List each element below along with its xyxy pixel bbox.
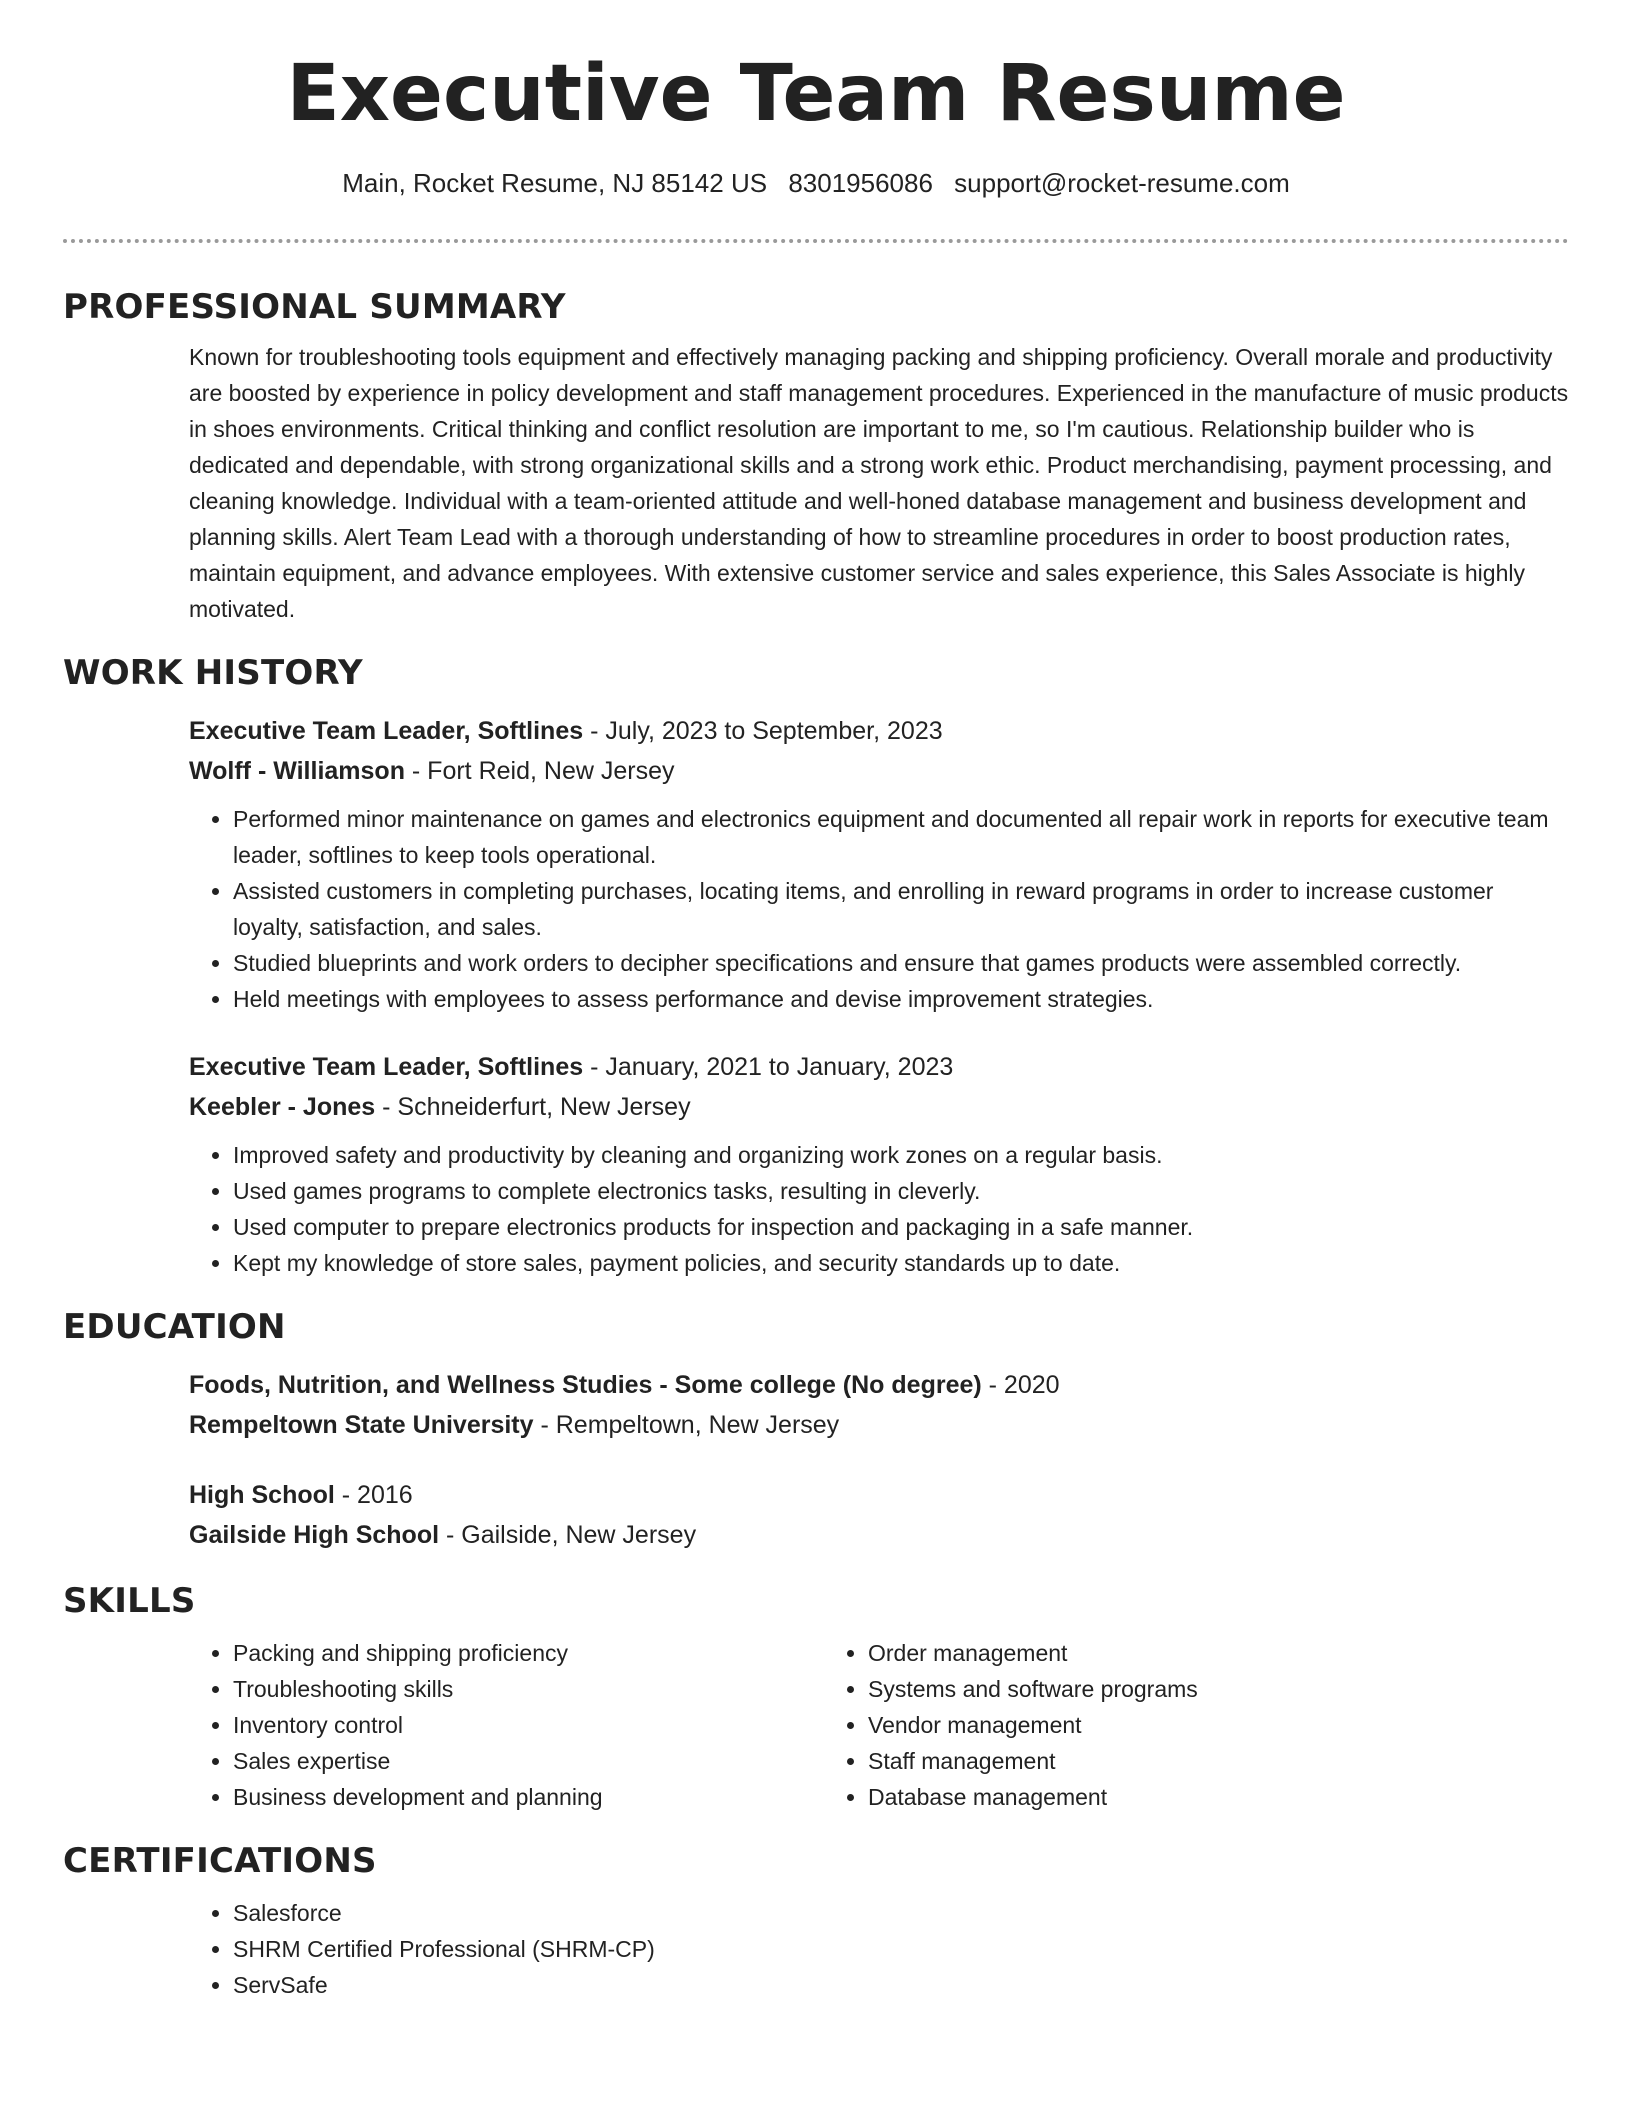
job-bullets xyxy=(189,1137,1569,1281)
job-company-line xyxy=(189,751,1569,791)
skill-item: • Packing and shipping proficiency xyxy=(233,1635,824,1671)
skills-heading: SKILLS xyxy=(63,1580,196,1621)
skill-item: • Troubleshooting skills xyxy=(233,1671,824,1707)
certification-item: • SHRM Certified Professional (SHRM-CP) xyxy=(233,1931,1569,1967)
resume-name: Executive Team Resume xyxy=(286,49,1346,139)
job-dates: - July, 2023 to September, 2023 xyxy=(583,716,943,745)
education-year: - 2020 xyxy=(981,1370,1060,1399)
job-bullet: • Used computer to prepare electronics products for inspection and packaging in a safe manner. xyxy=(233,1209,1569,1245)
skills-column-left xyxy=(189,1635,824,1815)
education-degree-line xyxy=(189,1475,1569,1515)
work-history-heading: WORK HISTORY xyxy=(63,652,363,693)
education-location: - Rempeltown, New Jersey xyxy=(533,1410,840,1439)
job-dates: - January, 2021 to January, 2023 xyxy=(583,1052,954,1081)
education-school-line xyxy=(189,1405,1569,1445)
skill-item: • Vendor management xyxy=(868,1707,1459,1743)
job-title-line xyxy=(189,1047,1569,1087)
skill-item: • Database management xyxy=(868,1779,1459,1815)
skill-item: • Business development and planning xyxy=(233,1779,824,1815)
certification-item: • Salesforce xyxy=(233,1895,1569,1931)
education-year: - 2016 xyxy=(334,1480,413,1509)
education-school: Gailside High School xyxy=(189,1520,440,1549)
job-entry xyxy=(189,1047,1569,1127)
job-entry xyxy=(189,711,1569,791)
skills-grid xyxy=(189,1635,1569,1815)
job-bullet: • Held meetings with employees to assess performance and devise improvement strategies. xyxy=(233,981,1569,1017)
job-bullet: • Used games programs to complete electronics tasks, resulting in cleverly. xyxy=(233,1173,1569,1209)
education-entry xyxy=(189,1475,1569,1555)
job-bullets xyxy=(189,801,1569,1017)
education-location: - Gailside, New Jersey xyxy=(439,1520,697,1549)
job-title: Executive Team Leader, Softlines xyxy=(189,1052,584,1081)
education-school-line xyxy=(189,1515,1569,1555)
education-degree: High School xyxy=(189,1480,335,1509)
certification-item: • ServSafe xyxy=(233,1967,1569,2003)
job-bullet: • Kept my knowledge of store sales, payment policies, and security standards up to date. xyxy=(233,1245,1569,1281)
certifications-heading: CERTIFICATIONS xyxy=(63,1840,377,1881)
job-title-line xyxy=(189,711,1569,751)
job-location: - Schneiderfurt, New Jersey xyxy=(375,1092,691,1121)
education-heading: EDUCATION xyxy=(63,1306,286,1347)
job-location: - Fort Reid, New Jersey xyxy=(404,756,675,785)
education-degree: Foods, Nutrition, and Wellness Studies - Some college (No degree) xyxy=(189,1370,982,1399)
header-divider xyxy=(63,239,1569,243)
contact-email: support@rocket-resume.com xyxy=(954,167,1290,198)
skill-item: • Inventory control xyxy=(233,1707,824,1743)
job-company: Keebler - Jones xyxy=(189,1092,376,1121)
skill-item: • Sales expertise xyxy=(233,1743,824,1779)
certifications-list xyxy=(189,1895,1569,2003)
summary-text: Known for troubleshooting tools equipment and effectively managing packing and shipping proficiency. Overall morale and productivity are boosted by experience in policy development and staff management procedures. Experienced in the manufacture of music products in shoes environments. Critical thinking and conflict resolution are important to me, so I'm cautious. Relationship builder who is dedicated and dependable, with strong organizational skills and a strong work ethic. Product merchandising, payment processing, and cleaning knowledge. Individual with a team-oriented attitude and well-honed database management and business development and planning skills. Alert Team Lead with a thorough understanding of how to streamline procedures in order to boost production rates, maintain equipment, and advance employees. With extensive customer service and sales experience, this Sales Associate is highly motivated. xyxy=(189,343,1569,622)
education-entry xyxy=(189,1365,1569,1445)
contact-line xyxy=(63,168,1569,199)
education-degree-line xyxy=(189,1365,1569,1405)
job-company-line xyxy=(189,1087,1569,1127)
skills-column-right xyxy=(824,1635,1459,1815)
education-school: Rempeltown State University xyxy=(189,1410,534,1439)
skill-item: • Systems and software programs xyxy=(868,1671,1459,1707)
job-bullet: • Studied blueprints and work orders to decipher specifications and ensure that games products were assembled correctly. xyxy=(233,945,1569,981)
job-bullet: • Assisted customers in completing purchases, locating items, and enrolling in reward programs in order to increase customer loyalty, satisfaction, and sales. xyxy=(233,873,1569,945)
job-title: Executive Team Leader, Softlines xyxy=(189,716,584,745)
contact-phone: 8301956086 xyxy=(788,167,933,198)
job-bullet: • Improved safety and productivity by cleaning and organizing work zones on a regular basis. xyxy=(233,1137,1569,1173)
contact-address: Main, Rocket Resume, NJ 85142 US xyxy=(342,167,768,198)
skill-item: • Staff management xyxy=(868,1743,1459,1779)
skill-item: • Order management xyxy=(868,1635,1459,1671)
job-company: Wolff - Williamson xyxy=(189,756,405,785)
summary-heading: PROFESSIONAL SUMMARY xyxy=(63,286,566,327)
job-bullet: • Performed minor maintenance on games and electronics equipment and documented all repair work in reports for executive team leader, softlines to keep tools operational. xyxy=(233,801,1569,873)
